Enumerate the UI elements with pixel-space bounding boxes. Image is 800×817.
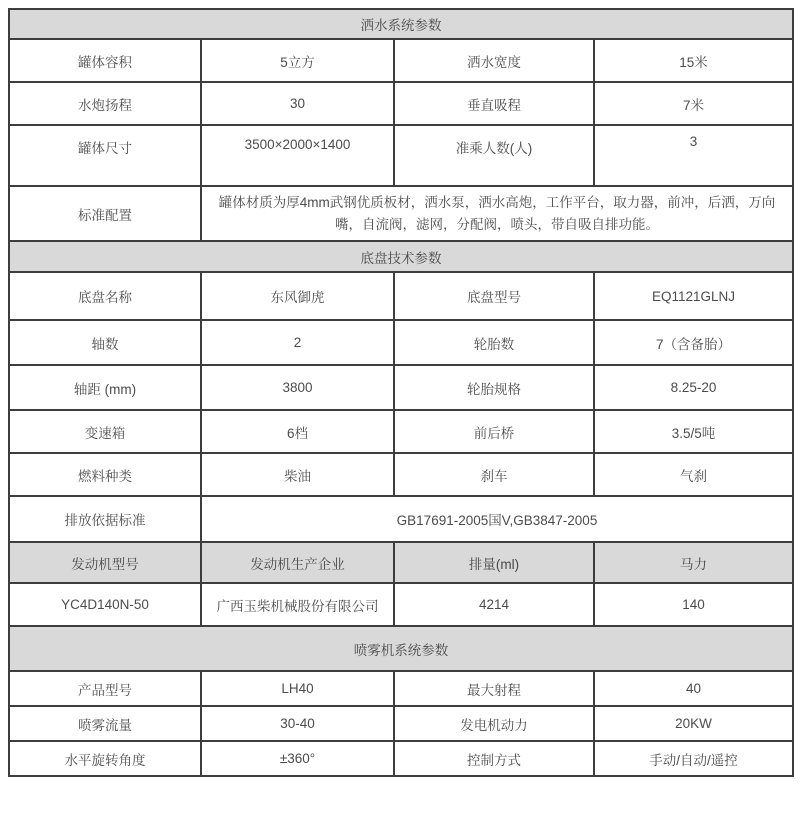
param-label: 控制方式 [394,741,594,776]
param-value: 15米 [594,39,793,82]
param-label: 水炮扬程 [9,82,201,125]
param-value: ±360° [201,741,394,776]
param-label: 轴数 [9,320,201,365]
param-label: 轮胎数 [394,320,594,365]
emission-standard-value: GB17691-2005国V,GB3847-2005 [201,496,793,542]
table-row [9,706,793,741]
param-value: 4214 [394,583,594,626]
table-row [9,39,793,82]
section-title-sprayer-system: 喷雾机系统参数 [9,626,793,671]
param-value: 6档 [201,410,394,453]
param-label: 准乘人数(人) [394,125,594,186]
param-label: 水平旋转角度 [9,741,201,776]
param-value: 东风御虎 [201,272,394,320]
spec-table [8,8,794,777]
section-header-row [9,241,793,272]
param-label: 产品型号 [9,671,201,706]
param-value: 柴油 [201,453,394,496]
column-header: 发动机生产企业 [201,542,394,583]
param-value: 5立方 [201,39,394,82]
param-value: 7（含备胎） [594,320,793,365]
table-row [9,365,793,410]
param-label: 燃料种类 [9,453,201,496]
param-value: 3800 [201,365,394,410]
section-title-spray-system: 洒水系统参数 [9,9,793,39]
param-label: 排放依据标准 [9,496,201,542]
param-value: 3 [594,125,793,186]
param-label: 垂直吸程 [394,82,594,125]
param-label: 洒水宽度 [394,39,594,82]
param-label: 轮胎规格 [394,365,594,410]
param-label: 轴距 (mm) [9,365,201,410]
table-row [9,320,793,365]
column-header: 马力 [594,542,793,583]
param-label: 底盘名称 [9,272,201,320]
table-row [9,583,793,626]
standard-config-description: 罐体材质为厚4mm武钢优质板材，洒水泵，洒水高炮，工作平台，取力器，前冲，后洒，万向嘴，自流阀，滤网，分配阀，喷头，带自吸自排功能。 [201,186,793,241]
table-row [9,82,793,125]
param-label: 罐体容积 [9,39,201,82]
param-label: 变速箱 [9,410,201,453]
table-row [9,410,793,453]
param-value: 40 [594,671,793,706]
table-row [9,186,793,241]
param-value: 30-40 [201,706,394,741]
param-label: 标准配置 [9,186,201,241]
param-label: 罐体尺寸 [9,125,201,186]
table-row [9,453,793,496]
table-row [9,671,793,706]
param-label: 刹车 [394,453,594,496]
param-value: YC4D140N-50 [9,583,201,626]
param-value: 3500×2000×1400 [201,125,394,186]
param-value: 2 [201,320,394,365]
param-value: 手动/自动/遥控 [594,741,793,776]
param-label: 喷雾流量 [9,706,201,741]
param-value: LH40 [201,671,394,706]
column-header: 发动机型号 [9,542,201,583]
column-header: 排量(ml) [394,542,594,583]
engine-header-row [9,542,793,583]
param-label: 发电机动力 [394,706,594,741]
param-value: 气刹 [594,453,793,496]
param-value: 7米 [594,82,793,125]
table-row [9,741,793,776]
section-title-chassis: 底盘技术参数 [9,241,793,272]
table-row [9,125,793,186]
param-value: EQ1121GLNJ [594,272,793,320]
param-label: 底盘型号 [394,272,594,320]
param-value: 30 [201,82,394,125]
param-label: 前后桥 [394,410,594,453]
param-value: 20KW [594,706,793,741]
table-row [9,272,793,320]
param-value: 3.5/5吨 [594,410,793,453]
section-header-row [9,626,793,671]
param-value: 广西玉柴机械股份有限公司 [201,583,394,626]
param-label: 最大射程 [394,671,594,706]
table-row [9,496,793,542]
section-header-row [9,9,793,39]
param-value: 140 [594,583,793,626]
param-value: 8.25-20 [594,365,793,410]
